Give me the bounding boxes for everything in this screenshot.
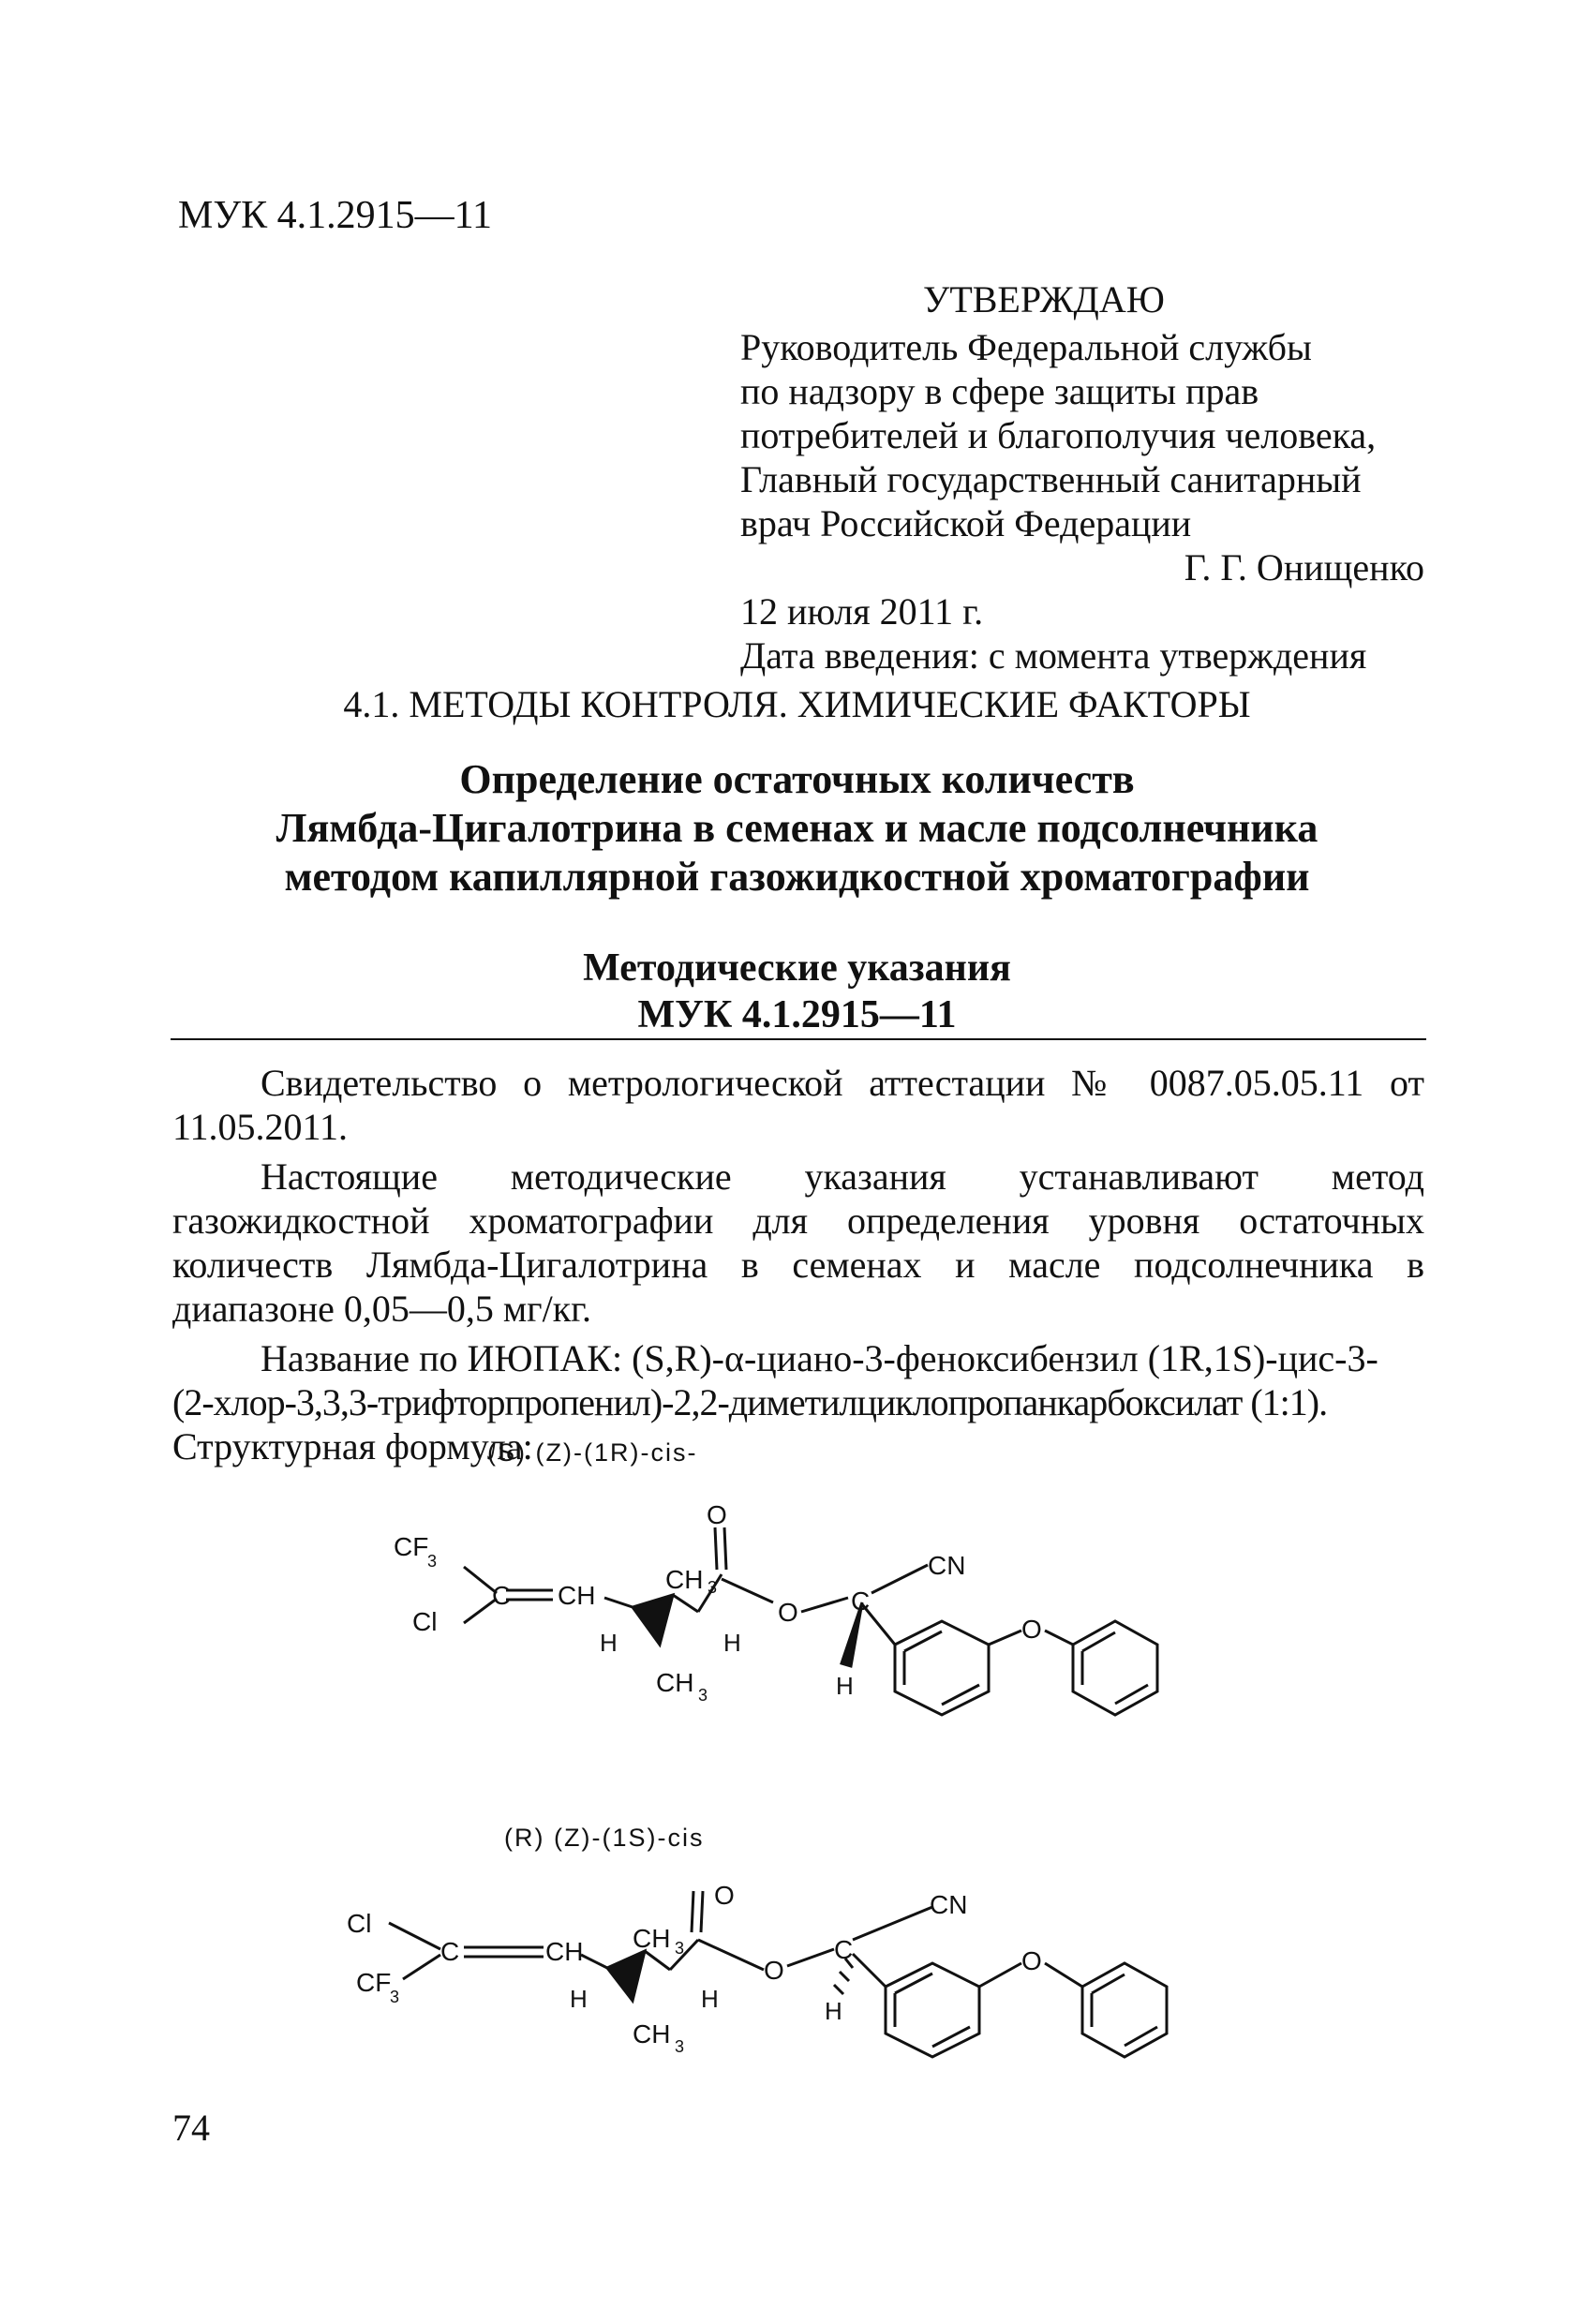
subtitle-line: Методические указания bbox=[583, 946, 1011, 990]
atom-h: H bbox=[570, 1985, 588, 2013]
atom-ch3: CH bbox=[633, 2019, 671, 2048]
subscript-3: 3 bbox=[675, 1939, 685, 1958]
approval-line: по надзору в сфере защиты прав bbox=[740, 370, 1259, 412]
subscript-3: 3 bbox=[390, 1988, 400, 2006]
title-line: Лямбда-Цигалотрина в семенах и масле подсолнечника bbox=[276, 805, 1318, 851]
section-heading: 4.1. МЕТОДЫ КОНТРОЛЯ. ХИМИЧЕСКИЕ ФАКТОРЫ bbox=[343, 683, 1251, 725]
atom-c: C bbox=[492, 1581, 512, 1610]
subscript-3: 3 bbox=[675, 2037, 685, 2056]
atom-h: H bbox=[723, 1629, 741, 1657]
atom-ch3: CH bbox=[633, 1924, 671, 1953]
subtitle-line: МУК 4.1.2915—11 bbox=[637, 993, 957, 1036]
atom-ch: CH bbox=[545, 1937, 584, 1966]
body-text bbox=[172, 1061, 1424, 1474]
effective-date: Дата введения: с момента утверждения bbox=[740, 634, 1367, 677]
approval-line: врач Российской Федерации bbox=[740, 502, 1192, 544]
isomer-r-label: (R) (Z)-(1S)-cis bbox=[504, 1824, 705, 1852]
atom-c: C bbox=[834, 1935, 854, 1964]
atom-cl: Cl bbox=[412, 1607, 438, 1636]
certificate-paragraph: Свидетельство о метрологической аттестации № 0087.05.05.11 от 11.05.2011. bbox=[172, 1062, 1424, 1148]
atom-o: O bbox=[778, 1598, 798, 1627]
atom-ch3: CH bbox=[665, 1565, 704, 1594]
atom-h: H bbox=[825, 1997, 842, 2025]
atom-o: O bbox=[764, 1956, 784, 1985]
structural-formula-label: Структурная формула: bbox=[172, 1425, 533, 1467]
title-line: Определение остаточных количеств bbox=[459, 756, 1135, 802]
atom-cl: Cl bbox=[347, 1909, 372, 1938]
approval-line: Главный государственный санитарный bbox=[740, 458, 1362, 500]
atom-cf3: CF bbox=[356, 1968, 392, 1997]
approval-heading: УТВЕРЖДАЮ bbox=[923, 278, 1165, 320]
approval-line: потребителей и благополучия человека, bbox=[740, 414, 1377, 456]
title-line: методом капиллярной газожидкостной хроматографии bbox=[284, 854, 1310, 900]
approval-line: Руководитель Федеральной службы bbox=[740, 326, 1312, 368]
title-divider bbox=[171, 1038, 1426, 1040]
atom-h: H bbox=[600, 1629, 618, 1657]
iupac-name-line-2: (2-хлор-3,3,3-трифторпропенил)-2,2-диметилциклопропанкарбоксилат (1:1). bbox=[172, 1381, 1328, 1423]
atom-cn: CN bbox=[930, 1890, 968, 1919]
atom-cn: CN bbox=[928, 1551, 966, 1580]
document-subtitle bbox=[141, 945, 1453, 1038]
atom-cf3: CF bbox=[394, 1532, 429, 1561]
atom-o: O bbox=[1021, 1615, 1042, 1644]
subscript-3: 3 bbox=[698, 1686, 708, 1705]
structure-isomer-s bbox=[375, 1490, 1274, 1743]
subscript-3: 3 bbox=[708, 1578, 718, 1597]
bond-lines bbox=[464, 1527, 1157, 1715]
document-title bbox=[141, 755, 1453, 901]
atom-h: H bbox=[836, 1672, 854, 1700]
scope-paragraph: Настоящие методические указания устанавливают метод газожидкостной хроматографии для определения уровня остаточных количеств Лямбда-Цигалотрина в семенах и масле подсолнечника в диапазоне 0,05—0,5 мг/кг. bbox=[172, 1155, 1424, 1330]
atom-o: O bbox=[1021, 1946, 1042, 1975]
approval-date: 12 июля 2011 г. bbox=[740, 590, 984, 633]
atom-ch: CH bbox=[558, 1581, 596, 1610]
subscript-3: 3 bbox=[427, 1552, 438, 1571]
atom-c: C bbox=[851, 1587, 871, 1616]
approval-block bbox=[740, 277, 1424, 678]
atom-c: C bbox=[440, 1937, 460, 1966]
atom-h: H bbox=[701, 1985, 719, 2013]
structure-isomer-r bbox=[347, 1884, 1274, 2099]
atom-o: O bbox=[714, 1884, 735, 1910]
iupac-name-line-1: Название по ИЮПАК: (S,R)-α-циано-3-феноксибензил (1R,1S)-цис-3- bbox=[261, 1337, 1378, 1379]
document-code: МУК 4.1.2915—11 bbox=[178, 194, 493, 237]
signatory-name: Г. Г. Онищенко bbox=[1184, 546, 1424, 588]
atom-ch3: CH bbox=[656, 1668, 694, 1697]
isomer-s-label: (S) (Z)-(1R)-cis- bbox=[487, 1438, 698, 1467]
atom-o: O bbox=[707, 1500, 727, 1529]
page-number: 74 bbox=[172, 2107, 210, 2149]
